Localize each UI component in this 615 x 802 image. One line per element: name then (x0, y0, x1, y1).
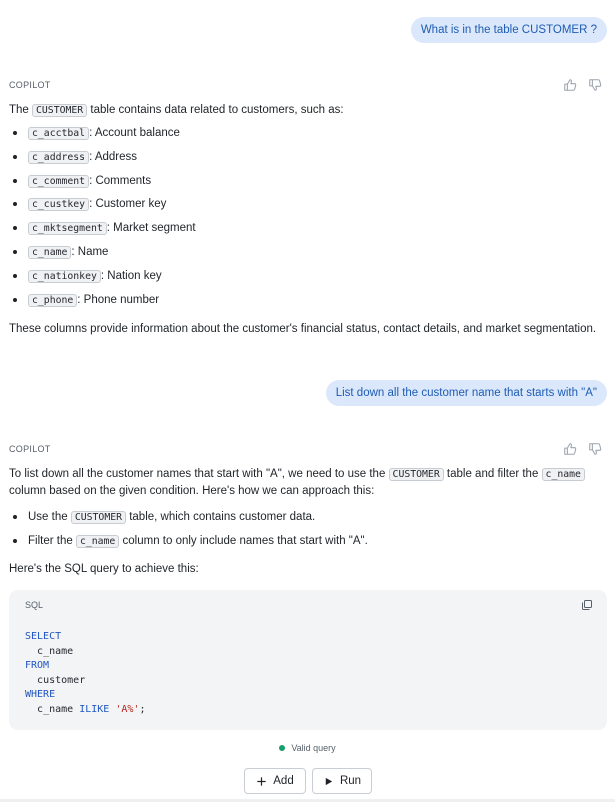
sql-column: c_name (37, 703, 74, 715)
query-status (0, 741, 615, 755)
status-dot-icon (279, 745, 285, 751)
inline-code: c_address (28, 151, 89, 164)
list-item: Filter the c_name column to only include names that start with "A". (9, 533, 607, 550)
sql-terminator: ; (139, 703, 146, 715)
inline-code: c_comment (28, 175, 89, 188)
plus-icon (256, 776, 267, 787)
list-item: c_comment : Comments (9, 173, 607, 190)
sql-keyword: ILIKE (79, 703, 110, 715)
inline-code: c_name (542, 468, 585, 481)
assistant-header (9, 442, 607, 456)
thumbs-down-icon[interactable] (588, 78, 602, 92)
sql-code (25, 630, 145, 717)
list-item: c_address : Address (9, 149, 607, 166)
inline-code: c_custkey (28, 198, 89, 211)
assistant-intro: To list down all the customer names that start with "A", we need to use the CUSTOMER table and filter the c_name column based on the given condition. Here's how we can approach this: (9, 466, 607, 499)
user-message-bubble: What is in the table CUSTOMER ? (411, 17, 607, 43)
play-icon (323, 776, 334, 787)
copy-icon[interactable] (581, 599, 593, 611)
sql-keyword: FROM (25, 660, 50, 671)
inline-code: CUSTOMER (389, 468, 444, 481)
list-item: c_nationkey : Nation key (9, 268, 607, 285)
inline-code: c_nationkey (28, 270, 101, 283)
inline-code: CUSTOMER (32, 104, 87, 117)
sql-keyword: SELECT (25, 631, 62, 642)
user-message-bubble: List down all the customer name that starts with "A" (326, 380, 607, 406)
list-item: c_name : Name (9, 244, 607, 261)
sql-keyword: WHERE (25, 689, 56, 700)
sql-string: 'A%' (115, 703, 140, 715)
list-item: Use the CUSTOMER table, which contains customer data. (9, 509, 607, 526)
list-item: c_mktsegment : Market segment (9, 220, 607, 237)
thumbs-down-icon[interactable] (588, 442, 602, 456)
list-item: c_acctbal : Account balance (9, 125, 607, 142)
assistant-label: COPILOT (9, 444, 51, 454)
inline-code: c_phone (28, 294, 77, 307)
inline-code: c_name (76, 535, 119, 548)
sql-table: customer (37, 674, 86, 686)
assistant-intro: The CUSTOMER table contains data related to customers, such as: (9, 104, 344, 116)
code-language-label: SQL (25, 600, 44, 610)
thumbs-up-icon[interactable] (563, 78, 577, 92)
step-list (9, 509, 607, 550)
assistant-header (9, 78, 607, 92)
column-list (9, 125, 607, 309)
assistant-message (9, 442, 607, 577)
add-button-label: Add (273, 775, 294, 787)
run-button[interactable] (312, 768, 372, 794)
add-button[interactable] (244, 768, 306, 794)
inline-code: c_acctbal (28, 127, 89, 140)
list-item: c_custkey : Customer key (9, 196, 607, 213)
sql-code-block (9, 590, 607, 730)
inline-code: CUSTOMER (71, 511, 126, 524)
inline-code: c_mktsegment (28, 222, 107, 235)
list-item: c_phone : Phone number (9, 292, 607, 309)
run-button-label: Run (339, 775, 362, 787)
thumbs-up-icon[interactable] (563, 442, 577, 456)
assistant-message (9, 78, 607, 337)
assistant-summary: These columns provide information about the customer's financial status, contact details, and market segmentation. (9, 322, 597, 335)
inline-code: c_name (28, 246, 71, 259)
assistant-label: COPILOT (9, 80, 51, 90)
status-text: Valid query (291, 743, 336, 753)
sql-column: c_name (37, 645, 74, 657)
assistant-lead: Here's the SQL query to achieve this: (9, 563, 199, 575)
